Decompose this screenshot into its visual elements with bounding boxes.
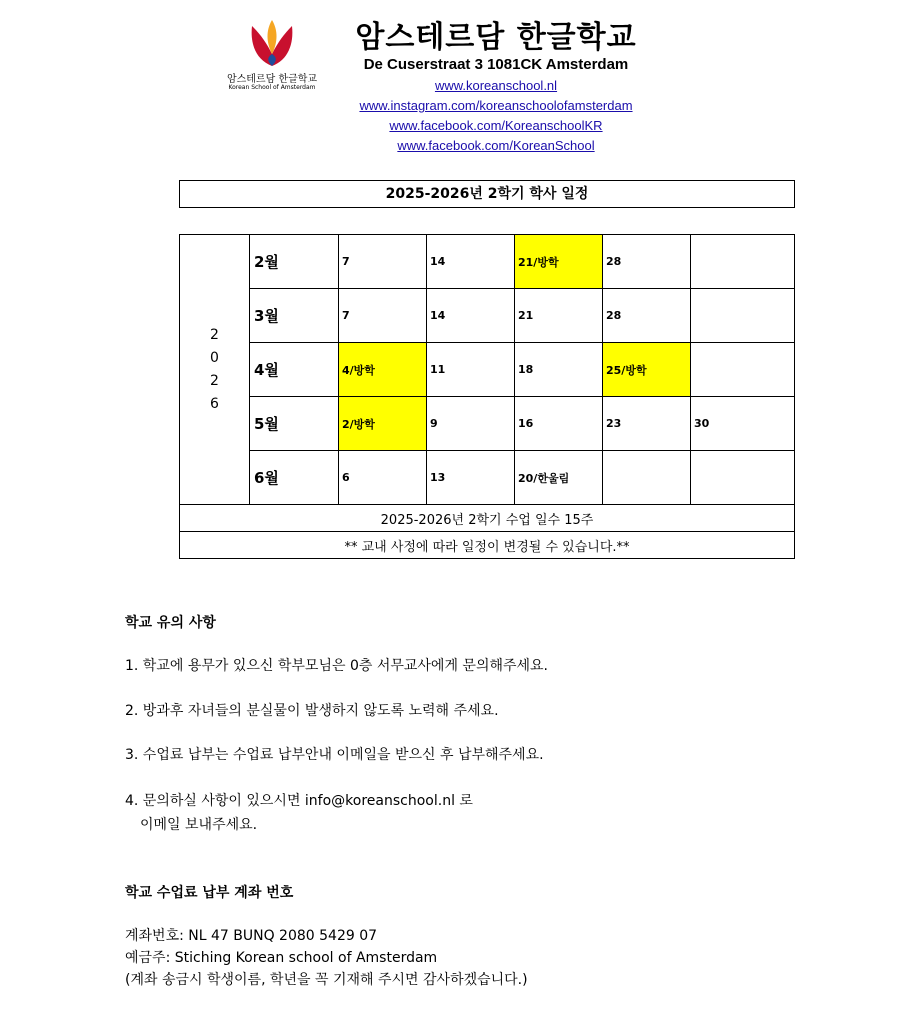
day-cell: 7	[339, 289, 427, 343]
schedule-summary: 2025-2026년 2학기 수업 일수 15주	[180, 505, 795, 532]
logo-english-text: Korean School of Amsterdam	[228, 84, 316, 91]
day-cell	[691, 343, 795, 397]
day-cell: 14	[427, 235, 515, 289]
schedule-note: ** 교내 사정에 따라 일정이 변경될 수 있습니다.**	[180, 532, 795, 559]
table-row	[180, 289, 795, 343]
day-cell	[603, 451, 691, 505]
month-cell: 4월	[250, 343, 339, 397]
year-digit: 0	[210, 349, 219, 366]
day-cell: 18	[515, 343, 603, 397]
school-logo	[222, 18, 322, 98]
note-item: 1. 학교에 용무가 있으신 학부모님은 0층 서무교사에게 문의해주세요.	[125, 658, 549, 674]
holiday-day-cell: 4/방학	[339, 343, 427, 397]
schedule-heading: 2025-2026년 2학기 학사 일정	[179, 180, 795, 208]
table-row	[180, 451, 795, 505]
website-link[interactable]: www.koreanschool.nl	[434, 78, 558, 93]
year-digit: 2	[210, 326, 219, 343]
notes-title: 학교 유의 사항	[125, 615, 216, 631]
day-cell	[691, 235, 795, 289]
year-cell	[180, 235, 250, 505]
day-cell: 6	[339, 451, 427, 505]
day-cell: 14	[427, 289, 515, 343]
holiday-day-cell: 25/방학	[603, 343, 691, 397]
month-cell: 5월	[250, 397, 339, 451]
day-cell: 16	[515, 397, 603, 451]
day-cell: 28	[603, 289, 691, 343]
day-cell: 13	[427, 451, 515, 505]
year-digit: 6	[210, 395, 219, 412]
day-cell: 23	[603, 397, 691, 451]
year-digit: 2	[210, 372, 219, 389]
note-item: 이메일 보내주세요.	[140, 817, 258, 833]
day-cell	[691, 451, 795, 505]
table-row	[180, 532, 795, 559]
account-number: 계좌번호: NL 47 BUNQ 2080 5429 07	[125, 928, 378, 944]
month-cell: 6월	[250, 451, 339, 505]
table-row	[180, 505, 795, 532]
tulip-logo-icon	[244, 18, 300, 68]
month-cell: 2월	[250, 235, 339, 289]
note-item: 4. 문의하실 사항이 있으시면 info@koreanschool.nl 로	[125, 793, 473, 809]
day-cell: 30	[691, 397, 795, 451]
note-item: 3. 수업료 납부는 수업료 납부안내 이메일을 받으신 후 납부해주세요.	[125, 747, 544, 763]
day-cell	[691, 289, 795, 343]
payment-remark: (계좌 송금시 학생이름, 학년을 꼭 기재해 주시면 감사하겠습니다.)	[125, 972, 528, 988]
table-row	[180, 343, 795, 397]
table-row	[180, 235, 795, 289]
holiday-day-cell: 2/방학	[339, 397, 427, 451]
day-cell: 21	[515, 289, 603, 343]
facebook-link[interactable]: www.facebook.com/KoreanSchool	[397, 138, 595, 153]
holiday-day-cell: 21/방학	[515, 235, 603, 289]
day-cell: 9	[427, 397, 515, 451]
facebook-kr-link[interactable]: www.facebook.com/KoreanschoolKR	[389, 118, 603, 133]
day-cell: 11	[427, 343, 515, 397]
table-row	[180, 397, 795, 451]
school-address: De Cuserstraat 3 1081CK Amsterdam	[363, 56, 629, 73]
logo-korean-text: 암스테르담 한글학교	[226, 74, 318, 85]
note-item: 2. 방과후 자녀들의 분실물이 발생하지 않도록 노력해 주세요.	[125, 703, 499, 719]
account-holder: 예금주: Stiching Korean school of Amsterdam	[125, 950, 438, 966]
instagram-link[interactable]: www.instagram.com/koreanschoolofamsterdam	[359, 98, 633, 113]
day-cell: 7	[339, 235, 427, 289]
day-cell: 20/한울림	[515, 451, 603, 505]
day-cell: 28	[603, 235, 691, 289]
school-title: 암스테르담 한글학교	[355, 20, 637, 55]
payment-title: 학교 수업료 납부 계좌 번호	[125, 885, 294, 901]
month-cell: 3월	[250, 289, 339, 343]
schedule-table	[179, 234, 795, 559]
